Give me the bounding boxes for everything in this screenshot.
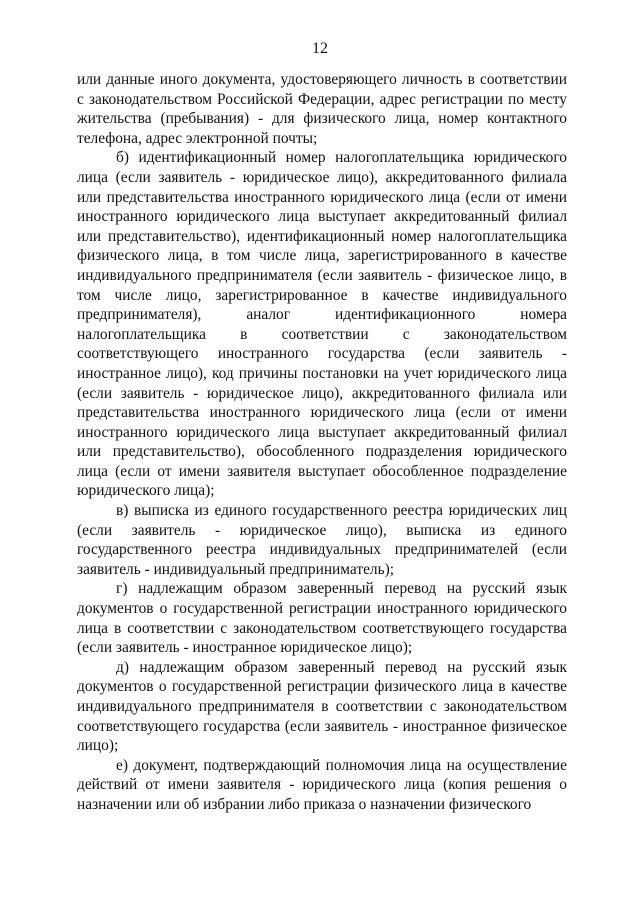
paragraph-continuation: или данные иного документа, удостоверяющего личность в соответствии с законодательством Российской Федерации, адрес регистрации по месту жительства (пребывания) - для физического лица, номер контактного телефона, адрес электронной почты;: [77, 71, 567, 147]
page-number: 12: [312, 40, 328, 57]
paragraph-d: д) надлежащим образом заверенный перевод на русский язык документов о государственной регистрации физического лица в качестве индивидуального предпринимателя в соответствии с законодательством соответствующего государства (если заявитель - иностранное физическое лицо);: [77, 658, 567, 755]
paragraph-b: б) идентификационный номер налогоплательщика юридического лица (если заявитель - юридическое лицо), аккредитованного филиала или представительства иностранного юридического лица (если от имени иностранного юридического лица выступает аккредитованный филиал или представительство), идентификационный номер налогоплательщика физического лица, в том числе лица, зарегистрированного в качестве индивидуального предпринимателя (если заявитель - физическое лицо, в том числе лицо, зарегистрированное в качестве индивидуального предпринимателя), аналог идентификационного номера налогоплательщика в соответствии с законодательством соответствующего иностранного государства (если заявитель - иностранное лицо), код причины постановки на учет юридического лица (если заявитель - юридическое лицо), аккредитованного филиала или представительства иностранного юридического лица (если от имени иностранного юридического лица выступает аккредитованный филиал или представительство), обособленного подразделения юридического лица (если от имени заявителя выступает обособленное подразделение юридического лица);: [77, 149, 567, 500]
paragraph-e: е) документ, подтверждающий полномочия лица на осуществление действий от имени заявителя - юридического лица (копия решения о назначении или об избрании либо приказа о назначении физического: [77, 756, 567, 813]
document-body: [77, 70, 567, 815]
paragraph-v: в) выписка из единого государственного реестра юридических лиц (если заявитель - юридическое лицо), выписка из единого государственного реестра индивидуальных предпринимателей (если заявитель - индивидуальный предприниматель);: [77, 502, 567, 578]
paragraph-g: г) надлежащим образом заверенный перевод на русский язык документов о государственной регистрации иностранного юридического лица в соответствии с законодательством соответствующего государства (если заявитель - иностранное юридическое лицо);: [77, 580, 567, 657]
